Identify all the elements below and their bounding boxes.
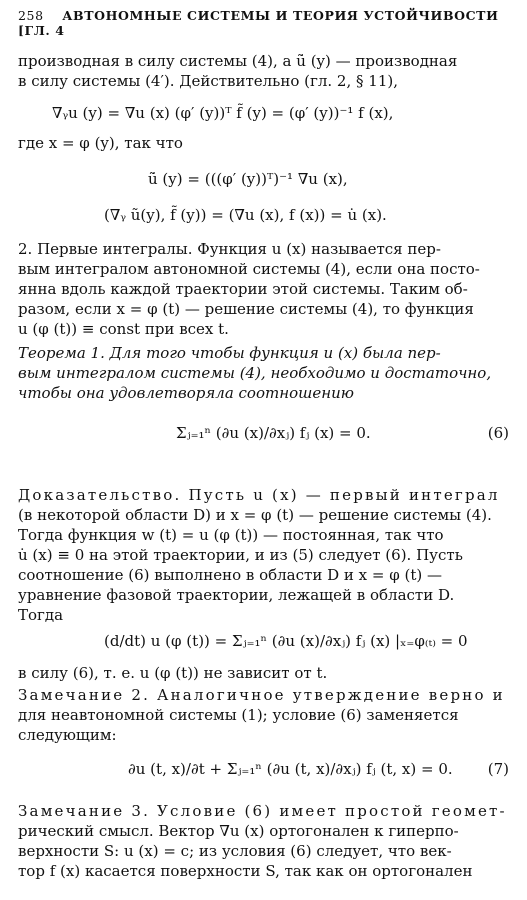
formula-scalar-product: (∇ᵧ ũ(y), f̃ (y)) = (∇u (x), f (x)) = u̇ (x). <box>104 206 387 224</box>
remark-line: Замечание 3. Условие (6) имеет простой геомет- <box>18 802 507 820</box>
remark-line: Замечание 2. Аналогичное утверждение верно и <box>18 686 505 704</box>
equation-7: ∂u (t, x)/∂t + Σⱼ₌₁ⁿ (∂u (t, x)/∂xⱼ) fⱼ (t, x) = 0. <box>128 760 453 778</box>
text-line: следующим: <box>18 726 117 744</box>
equation-6: Σⱼ₌₁ⁿ (∂u (x)/∂xⱼ) fⱼ (x) = 0. <box>176 424 371 442</box>
formula-derivative: ũ̇ (y) = (((φ′ (y))ᵀ)⁻¹ ∇u (x), <box>148 170 348 188</box>
text-line: соотношение (6) выполнено в области D и x = φ (t) — <box>18 566 442 584</box>
equation-number-6: (6) <box>487 424 509 442</box>
text-line: (в некоторой области D) и x = φ (t) — решение системы (4). <box>18 506 492 524</box>
theorem-line: вым интегралом системы (4), необходимо и достаточно, <box>18 364 492 382</box>
text-line: для неавтономной системы (1); условие (6) заменяется <box>18 706 459 724</box>
formula-total-derivative: (d/dt) u (φ (t)) = Σⱼ₌₁ⁿ (∂u (x)/∂xⱼ) fⱼ (x) |ₓ₌φ₍ₜ₎ = 0 <box>104 632 468 650</box>
text-line: производная в силу системы (4), а ũ̇ (y) — производная <box>18 52 458 70</box>
text-line: уравнение фазовой траектории, лежащей в области D. <box>18 586 455 604</box>
running-title: АВТОНОМНЫЕ СИСТЕМЫ И ТЕОРИЯ УСТОЙЧИВОСТИ [ГЛ. 4 <box>18 8 499 38</box>
text-line: янна вдоль каждой траектории этой системы. Таким об- <box>18 280 468 298</box>
text-line: в силу системы (4′). Действительно (гл. 2, § 11), <box>18 72 398 90</box>
proof-line: Доказательство. Пусть u (x) — первый интеграл <box>18 486 500 504</box>
text-line: u (φ (t)) ≡ const при всех t. <box>18 320 229 338</box>
text-line: Тогда функция w (t) = u (φ (t)) — постоянная, так что <box>18 526 444 544</box>
text-line: тор f (x) касается поверхности S, так как он ортогонален <box>18 862 473 880</box>
text-line: 2. Первые интегралы. Функция u (x) называется пер- <box>18 240 441 258</box>
text-line: в силу (6), т. е. u (φ (t)) не зависит от t. <box>18 664 328 682</box>
text-line: верхности S: u (x) = c; из условия (6) следует, что век- <box>18 842 452 860</box>
formula-gradient-transform: ∇ᵧu (y) = ∇u (x) (φ′ (y))ᵀ f̃ (y) = (φ′ (y))⁻¹ f (x), <box>52 104 394 122</box>
theorem-line: чтобы она удовлетворяла соотношению <box>18 384 354 402</box>
text-line: Тогда <box>18 606 64 624</box>
text-line: u̇ (x) ≡ 0 на этой траектории, и из (5) следует (6). Пусть <box>18 546 463 564</box>
equation-number-7: (7) <box>487 760 509 778</box>
theorem-line: Теорема 1. Для того чтобы функция u (x) была пер- <box>18 344 441 362</box>
text-line: рический смысл. Вектор ∇u (x) ортогонален к гиперпо- <box>18 822 459 840</box>
text-line: где x = φ (y), так что <box>18 134 183 152</box>
page-number: 258 <box>18 8 44 23</box>
text-line: разом, если x = φ (t) — решение системы (4), то функция <box>18 300 474 318</box>
page-header <box>18 8 513 38</box>
text-line: вым интегралом автономной системы (4), если она посто- <box>18 260 480 278</box>
